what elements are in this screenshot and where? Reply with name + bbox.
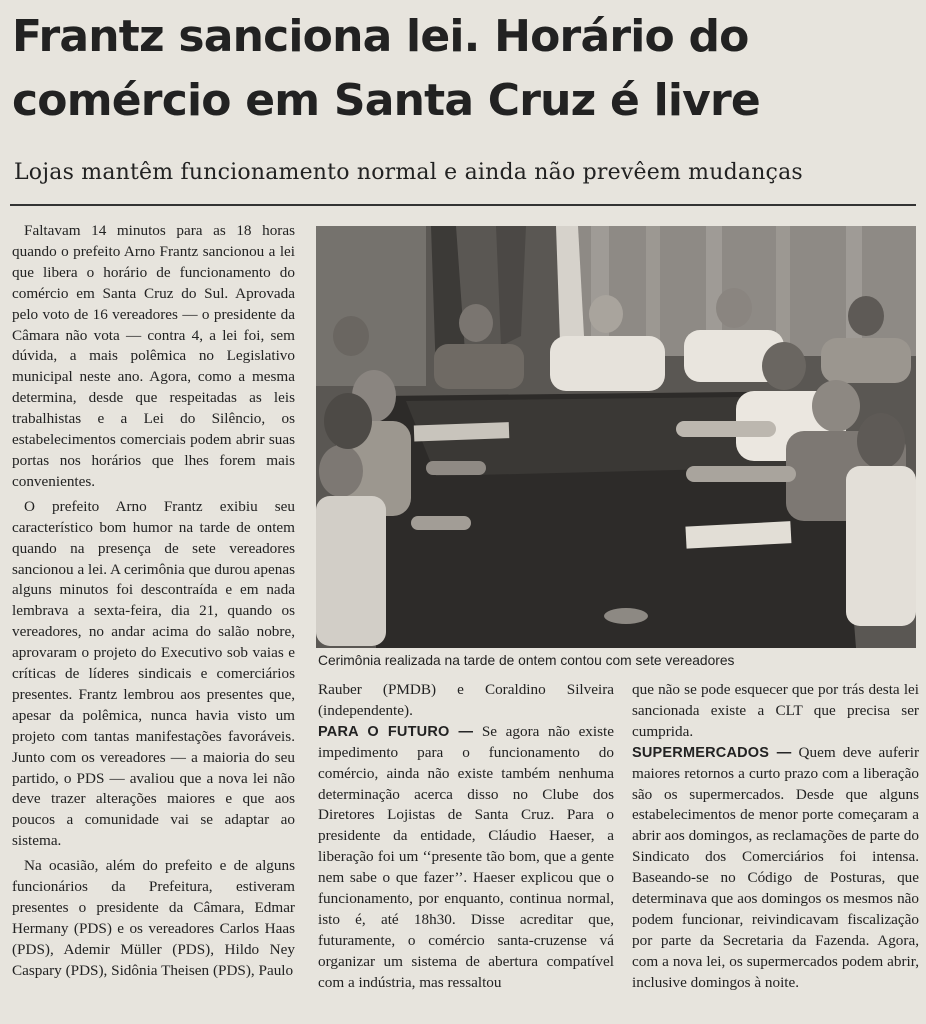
headline-line-2: comércio em Santa Cruz é livre: [12, 75, 760, 126]
paragraph-1: Faltavam 14 minutos para as 18 horas quando o prefeito Arno Frantz sancionou a lei que libera o horário de funcionamento do comércio em Santa Cruz do Sul. Aprovada pelo voto de 16 vereadores — o presidente da Câmara não vota — contra 4, a lei foi, sem dúvida, a mais polêmica no Legislativo municipal neste ano. Agora, como a mesma determina, desde que respeitadas as leis trabalhistas e a Lei do Silêncio, os estabelecimentos comerciais podem abrir suas portas nos horários que lhes forem mais convenientes.: [12, 222, 295, 490]
photo-caption: Cerimônia realizada na tarde de ontem contou com sete vereadores: [318, 653, 735, 668]
subheadline: Lojas mantêm funcionamento normal e ainda não prevêem mudanças: [14, 160, 803, 185]
article-column-3: [632, 680, 919, 994]
section-kicker: SUPERMERCADOS —: [632, 744, 792, 761]
section-supermercados: [632, 743, 919, 994]
article-column-2: [318, 680, 614, 994]
paragraph-3: Na ocasião, além do prefeito e de alguns funcionários da Prefeitura, estiveram presentes o presidente da Câmara, Edmar Hermany (PDS) e os vereadores Carlos Haas (PDS), Ademir Müller (PDS), Hildo Ney Caspary (PDS), Sidônia Theisen (PDS), Paulo: [12, 857, 295, 979]
headline-line-1: Frantz sanciona lei. Horário do: [12, 11, 749, 62]
ceremony-photo: [316, 226, 916, 648]
section-kicker: PARA O FUTURO —: [318, 723, 474, 740]
section-text: Se agora não existe impedimento para o funcionamento do comércio, ainda não existe também nenhuma determinação acerca disso no Clube dos Diretores Lojistas de Santa Cruz. Para o presidente da entidade, Cláudio Haeser, a liberação foi um ‘‘presente tão bom, que a gente nem sabe o que fazer’’. Haeser explicou que o funcionamento, por enquanto, continua normal, isto é, até 18h30. Disse acreditar que, futuramente, o comércio santa-cruzense vá organizar um sistema de abertura compatível com a indústria, mas ressaltou: [318, 722, 614, 991]
section-para-o-futuro: [318, 722, 614, 994]
continuation-text: Rauber (PMDB) e Coraldino Silveira (independente).: [318, 681, 614, 719]
paragraph-2: O prefeito Arno Frantz exibiu seu característico bom humor na tarde de ontem quando na presença de sete vereadores sancionou a lei. A cerimônia que durou apenas alguns minutos foi descontraída e em nada lembrava a sexta-feira, dia 21, quando os vereadores, no andar acima do salão nobre, aprovaram o projeto do Executivo sob vaias e críticas de líderes sindicais e comerciários presentes. Frantz lembrou aos presentes que, apesar da polêmica, nunca havia visto um projeto com tantas manifestações favoráveis. Junto com os vereadores — a maioria do seu partido, o PDS — avaliou que a nova lei não deve trazer alterações maiores e que aos poucos a comunidade vai se adaptar ao sistema.: [12, 497, 295, 850]
divider-rule: [10, 204, 916, 206]
section-text: Quem deve auferir maiores retornos a curto prazo com a liberação são os supermercados. Desde que alguns estabelecimentos de menor porte começaram a abrir aos domingos, as reclamações de parte do Sindicato dos Comerciários foi intensa. Baseando-se no Código de Posturas, que determinava que aos domingos os mesmos não podem funcionar, reivindicavam fiscalização por parte da Secretaria da Fazenda. Agora, com a nova lei, os supermercados podem abrir, inclusive domingos à noite.: [632, 743, 919, 991]
article-column-1: [12, 221, 295, 982]
headline: [12, 12, 917, 126]
continuation-text: que não se pode esquecer que por trás desta lei sancionada existe a CLT que precisa ser cumprida.: [632, 681, 919, 740]
